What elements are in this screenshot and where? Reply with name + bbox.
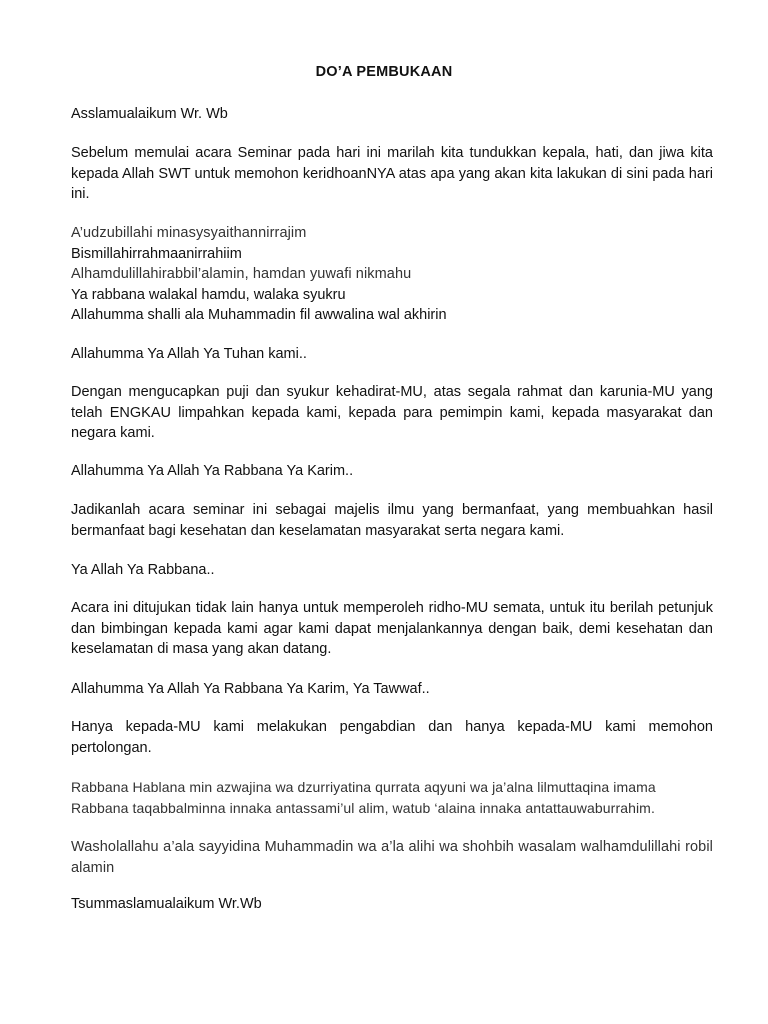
greeting: Asslamualaikum Wr. Wb: [71, 106, 228, 122]
rabbana-lines: [71, 777, 713, 818]
opening-line-rabbana: Ya rabbana walakal hamdu, walaka syukru: [71, 286, 346, 303]
rabbana-line-2: Rabbana taqabbalminna innaka antassami’ul alim, watub ‘alaina innaka antattauwaburrahim.: [71, 799, 655, 816]
paragraph-2: Jadikanlah acara seminar ini sebagai majelis ilmu yang bermanfaat, yang membuahkan hasil bermanfaat bagi kesehatan dan keselamatan masyarakat serta negara kami.: [71, 502, 713, 539]
farewell: Tsummaslamualaikum Wr.Wb: [71, 896, 262, 912]
paragraph-3: Acara ini ditujukan tidak lain hanya untuk memperoleh ridho-MU semata, untuk itu berilah petunjuk dan bimbingan kepada kami agar kami dapat menjalankannya dengan baik, demi kesehatan dan keselamatan di masa yang akan datang.: [71, 600, 713, 657]
closing-prayer: Washolallahu a’ala sayyidina Muhammadin wa a’la alihi wa shohbih wasalam walhamdulillahi robil alamin: [71, 839, 713, 876]
opening-lines: [71, 223, 713, 326]
invocation-4: Allahumma Ya Allah Ya Rabbana Ya Karim, Ya Tawwaf..: [71, 681, 430, 697]
invocation-3: Ya Allah Ya Rabbana..: [71, 562, 215, 578]
paragraph-4: Hanya kepada-MU kami melakukan pengabdian dan hanya kepada-MU kami memohon pertolongan.: [71, 719, 713, 756]
document-title: DO’A PEMBUKAAN: [315, 64, 453, 80]
invocation-1: Allahumma Ya Allah Ya Tuhan kami..: [71, 346, 307, 362]
rabbana-line-1: Rabbana Hablana min azwajina wa dzurriyatina qurrata aqyuni wa ja’alna lilmuttaqina imama: [71, 779, 656, 795]
invocation-2: Allahumma Ya Allah Ya Rabbana Ya Karim..: [71, 463, 354, 479]
paragraph-1: Dengan mengucapkan puji dan syukur kehadirat-MU, atas segala rahmat dan karunia-MU yang telah ENGKAU limpahkan kepada kami, kepada para pemimpin kami, kepada masyarakat dan negara kami.: [71, 384, 713, 441]
opening-line-taawudz: A’udzubillahi minasysyaithannirrajim: [71, 225, 307, 241]
opening-line-shalawat: Allahumma shalli ala Muhammadin fil awwalina wal akhirin: [71, 307, 447, 323]
intro-paragraph: Sebelum memulai acara Seminar pada hari ini marilah kita tundukkan kepala, hati, dan jiwa kita kepada Allah SWT untuk memohon keridhoanNYA atas apa yang akan kita lakukan di sini pada hari ini.: [71, 145, 713, 202]
opening-line-hamdalah: Alhamdulillahirabbil’alamin, hamdan yuwafi nikmahu: [71, 266, 412, 282]
opening-line-basmalah: Bismillahirrahmaanirrahiim: [71, 245, 242, 262]
